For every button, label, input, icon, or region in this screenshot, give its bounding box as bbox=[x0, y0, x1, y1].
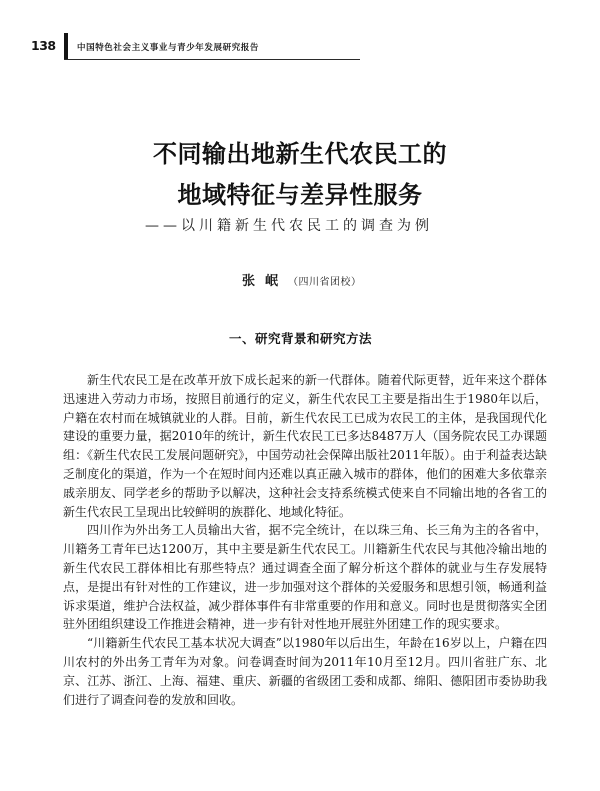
header-bar bbox=[64, 33, 68, 60]
article-subtitle: ——以川籍新生代农民工的调查为例 bbox=[145, 218, 433, 234]
author-line bbox=[242, 270, 362, 289]
author-name: 张岷 bbox=[242, 274, 289, 289]
paragraph-3: “川籍新生代农民工基本状况大调查”以1980年以后出生，年龄在16岁以上，户籍在四川农村的外出务工青年为对象。问卷调查时间为2011年10月至12月。四川省驻广东、北京、江苏、浙江、上海、福建、重庆、新疆的省级团工委和成都、绵阳、德阳团市委协助我们进行了调查问卷的发放和回收。 bbox=[63, 636, 547, 707]
paragraph-2: 四川作为外出务工人员输出大省，据不完全统计，在以珠三角、长三角为主的各省中，川籍务工青年已达1200万，其中主要是新生代农民工。川籍新生代农民与其他冷输出地的新生代农民工群体相比有那些特点？通过调查全面了解分析这个群体的就业与生存发展特点，是提出有针对性的工作建议，进一步加强对这个群体的关爱服务和思想引领，畅通利益诉求渠道，维护合法权益，减少群体事件有非常重要的作用和意义。同时也是贯彻落实全团驻外团组织建设工作推进会精神，进一步有针对性地开展驻外团建工作的现实要求。 bbox=[63, 523, 547, 632]
article-title-line-2: 地域特征与差异性服务 bbox=[177, 181, 423, 209]
header-rule bbox=[64, 59, 360, 60]
page-header bbox=[0, 0, 600, 60]
article-title-line-1: 不同输出地新生代农民工的 bbox=[153, 140, 447, 168]
page-number: 138 bbox=[31, 38, 56, 53]
running-head: 中国特色社会主义事业与青少年发展研究报告 bbox=[77, 43, 260, 53]
author-affiliation: （四川省团校） bbox=[288, 277, 362, 288]
section-heading: 一、研究背景和研究方法 bbox=[229, 331, 373, 346]
body-text bbox=[63, 371, 547, 709]
paragraph-1: 新生代农民工是在改革开放下成长起来的新一代群体。随着代际更替，近年来这个群体迅速进入劳动力市场，按照目前通行的定义，新生代农民工主要是指出生于1980年以后，户籍在农村而在城镇就业的人群。目前，新生代农民工已成为农民工的主体，是我国现代化建设的重要力量，据2010年的统计，新生代农民工已多达8487万人（国务院农民工办课题组：《新生代农民工发展问题研究》，中国劳动社会保障出版社2011年版）。由于利益表达缺乏制度化的渠道，作为一个在短时间内还难以真正融入城市的群体，他们的困难大多依靠亲戚亲朋友、同学老乡的帮助予以解决，这种社会支持系统模式使来自不同输出地的各省工的新生代农民工呈现出比较鲜明的族群化、地域化特征。 bbox=[63, 373, 547, 519]
